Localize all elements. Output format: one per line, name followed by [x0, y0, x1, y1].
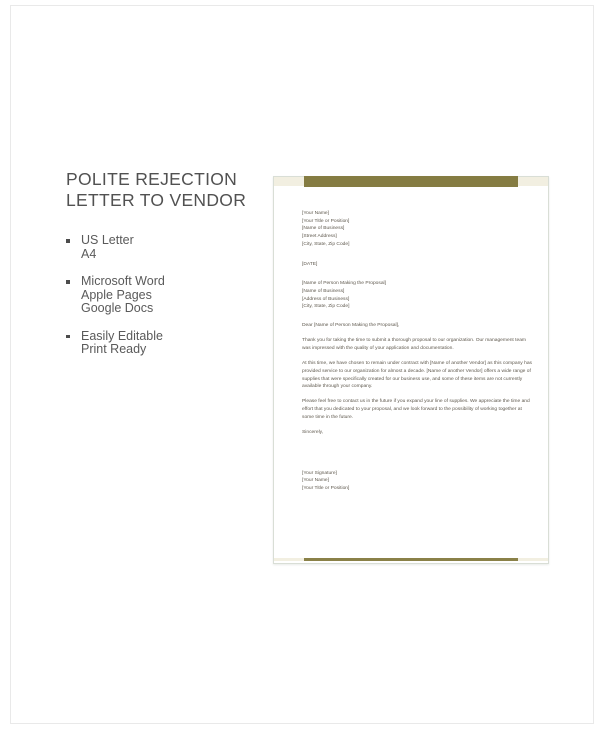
closing-line: Sincerely, [302, 430, 324, 436]
page-title-line-1: POLITE REJECTION [66, 169, 238, 189]
letter-line: [Your Name] [302, 211, 330, 216]
letter-line: [Your Title or Position] [302, 486, 350, 492]
feature-line: A4 [81, 246, 97, 261]
letter-paragraph: Please feel free to contact us in the future if you expand your line of supplies. We appreciate the time and effort that you dedicated to your proposal, and we look forward to the possibility of working together at some time in the future. [302, 399, 530, 420]
feature-line: US Letter [81, 233, 134, 247]
letter-paragraph: At this time, we have chosen to remain under contract with [Name of another Vendor] as this company has provided service to our organization for almost a decade. [Name of another Vendor] offers a wide range of supplies that were specifically created for our business use, and some of these items are not currently available through your company. [302, 361, 532, 390]
letter-paragraph: Thank you for taking the time to submit a thorough proposal to our organization. Our management team was impressed with the quality of your application and documentation. [302, 338, 527, 351]
feature-item-sizes [81, 234, 261, 261]
letter-line: [Name of Business] [302, 226, 345, 232]
letter-line: [Your Name] [302, 478, 330, 484]
salutation-line: Dear [Name of Person Making the Proposal], [302, 323, 400, 329]
document-preview[interactable] [273, 176, 549, 564]
page-title-line-2: LETTER TO VENDOR [66, 189, 247, 210]
letter-line: [City, State, Zip Code] [302, 304, 350, 310]
content-card [10, 5, 594, 724]
document-top-accent-bar [304, 176, 518, 187]
letter-line: [Street Address] [302, 234, 337, 240]
template-info-column [66, 169, 261, 371]
letter-line: [Address of Business] [302, 296, 350, 302]
feature-item-editable [81, 330, 261, 357]
feature-line: Print Ready [81, 342, 147, 356]
feature-line: Apple Pages [81, 287, 152, 302]
letter-line: [Name of Person Making the Proposal] [302, 281, 386, 287]
feature-item-formats [81, 275, 261, 316]
feature-line: Google Docs [81, 301, 154, 315]
feature-list [66, 234, 261, 357]
page-title [66, 169, 261, 210]
letter-line: [City, State, Zip Code] [302, 241, 350, 247]
signature-block [302, 470, 532, 493]
feature-line: Microsoft Word [81, 274, 165, 288]
letter-line: [Your Title or Position] [302, 218, 350, 224]
date-line: [DATE] [302, 261, 318, 267]
letter-line: [Name of Business] [302, 288, 345, 294]
letter-line: [Your Signature] [302, 470, 337, 476]
recipient-block [302, 280, 532, 311]
document-bottom-accent-bar [304, 558, 518, 561]
feature-line: Easily Editable [81, 328, 163, 343]
letter-content [302, 210, 532, 493]
sender-block [302, 210, 532, 249]
